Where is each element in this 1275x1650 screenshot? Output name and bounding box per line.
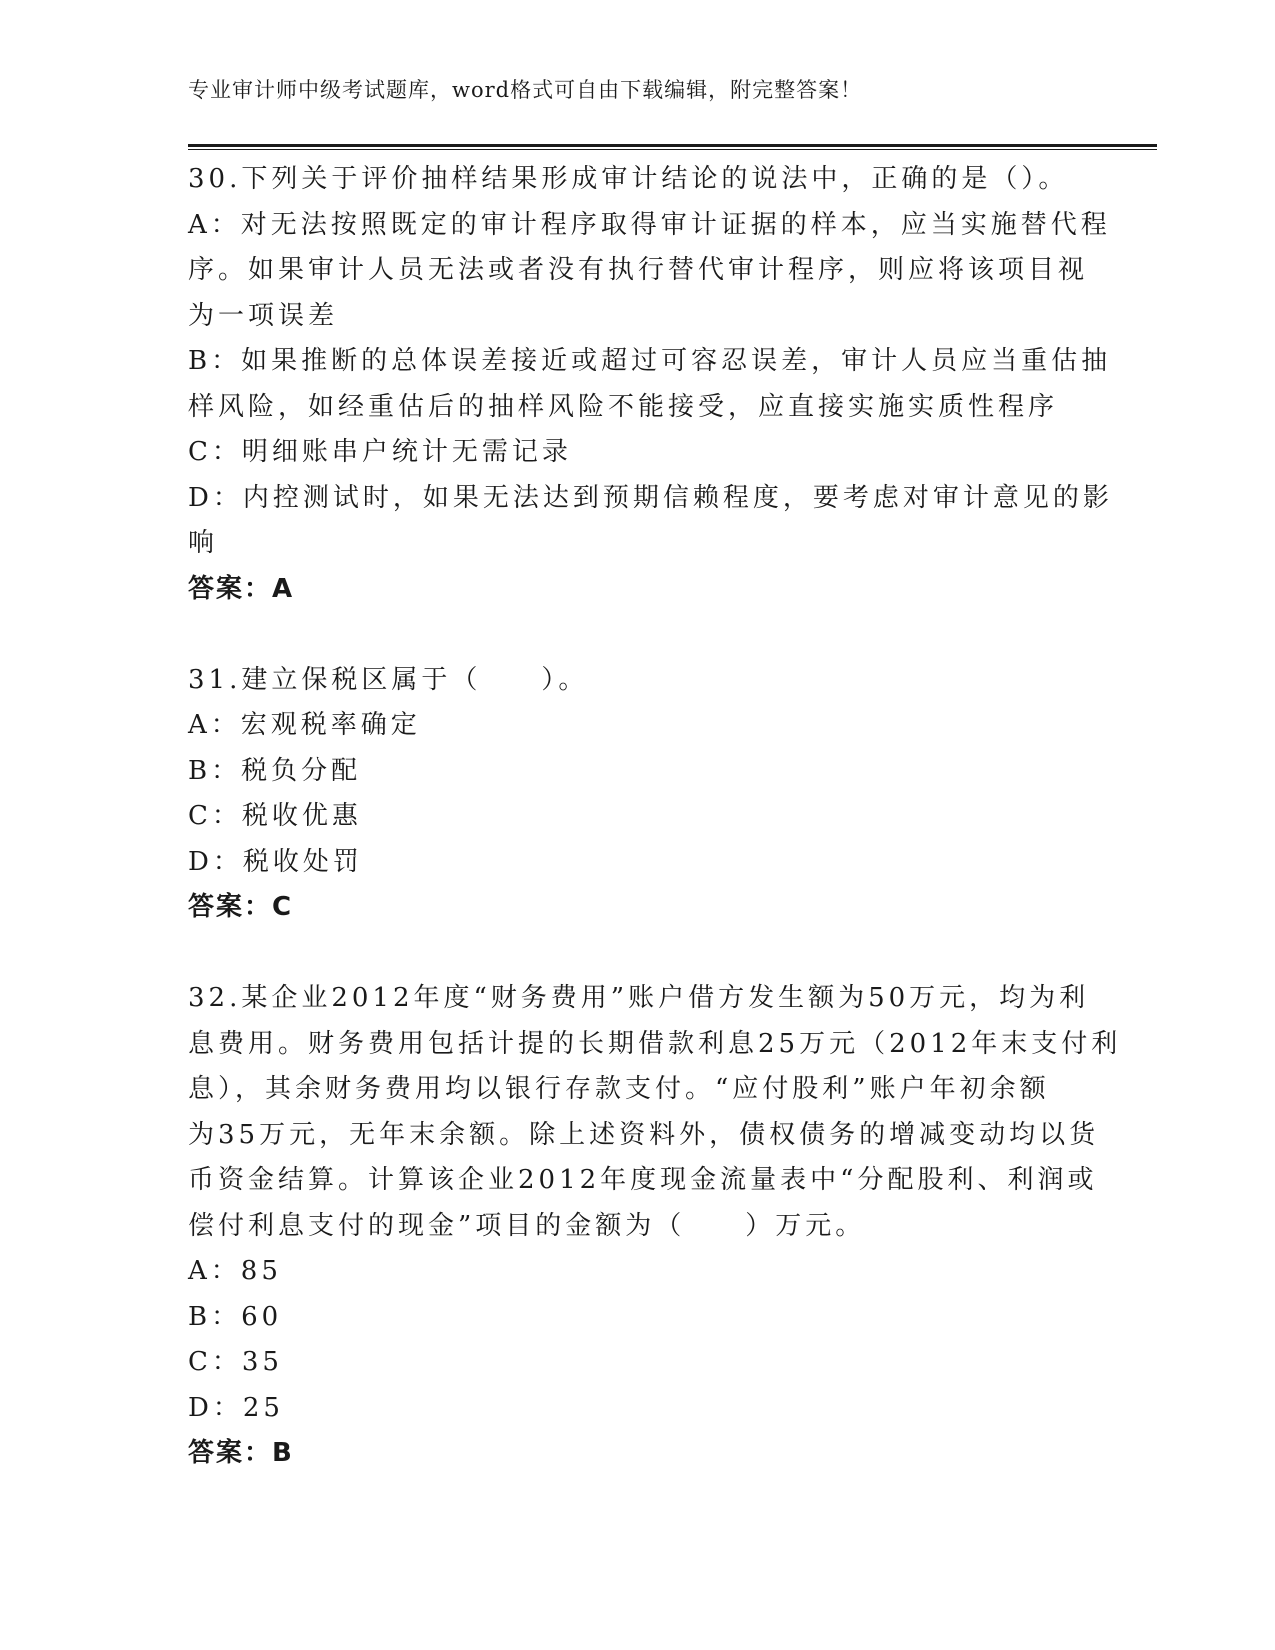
option-d: D：税收处罚 [188,846,363,877]
page-header: 专业审计师中级考试题库，word格式可自由下载编辑，附完整答案！ [188,78,863,102]
option-b: B：如果推断的总体误差接近或超过可容忍误差，审计人员应当重估抽 [188,346,1112,376]
question-32 [188,976,1122,1477]
answer-label: 答案：B [188,1438,294,1468]
header-divider [188,144,1157,150]
option-b: B：60 [188,1301,283,1332]
answer-label: 答案：A [188,573,295,604]
question-stem-continued: 偿付利息支付的现金”项目的金额为（ ）万元。 [188,1210,866,1241]
option-b-continued: 样风险，如经重估后的抽样风险不能接受，应直接实施实质性程序 [188,391,1059,422]
option-a: A：85 [188,1256,282,1286]
question-stem-continued: 息费用。财务费用包括计提的长期借款利息25万元（2012年末支付利 [188,1028,1122,1059]
question-list [188,157,1122,1477]
question-stem: 31.建立保税区属于（ ）。 [188,664,589,695]
option-c: C：明细账串户统计无需记录 [188,437,572,467]
option-d: D：25 [188,1392,284,1423]
question-stem: 32.某企业2012年度“财务费用”账户借方发生额为50万元，均为利 [188,983,1090,1013]
option-a: A：宏观税率确定 [188,710,421,740]
option-c: C：税收优惠 [188,801,362,831]
question-30 [188,157,1113,612]
option-b: B：税负分配 [188,755,362,786]
question-stem-continued: 息），其余财务费用均以银行存款支付。“应付股利”账户年初余额 [188,1074,1050,1104]
option-d-continued: 响 [188,528,219,558]
question-31 [188,658,1088,931]
option-d: D：内控测试时，如果无法达到预期信赖程度，要考虑对审计意见的影 [188,482,1113,513]
option-c: C：35 [188,1347,283,1377]
spacer [188,931,1088,977]
option-a: A：对无法按照既定的审计程序取得审计证据的样本，应当实施替代程 [188,209,1111,240]
option-a-continued: 序。如果审计人员无法或者没有执行替代审计程序，则应将该项目视 [188,255,1089,285]
question-stem-continued: 为35万元，无年末余额。除上述资料外，债权债务的增减变动均以货 [188,1119,1100,1150]
answer-label: 答案：C [188,892,294,922]
option-a-continued: 为一项误差 [188,300,339,331]
spacer [188,612,1088,658]
question-stem: 30.下列关于评价抽样结果形成审计结论的说法中，正确的是（）。 [188,164,1069,194]
question-stem-continued: 币资金结算。计算该企业2012年度现金流量表中“分配股利、利润或 [188,1165,1098,1195]
